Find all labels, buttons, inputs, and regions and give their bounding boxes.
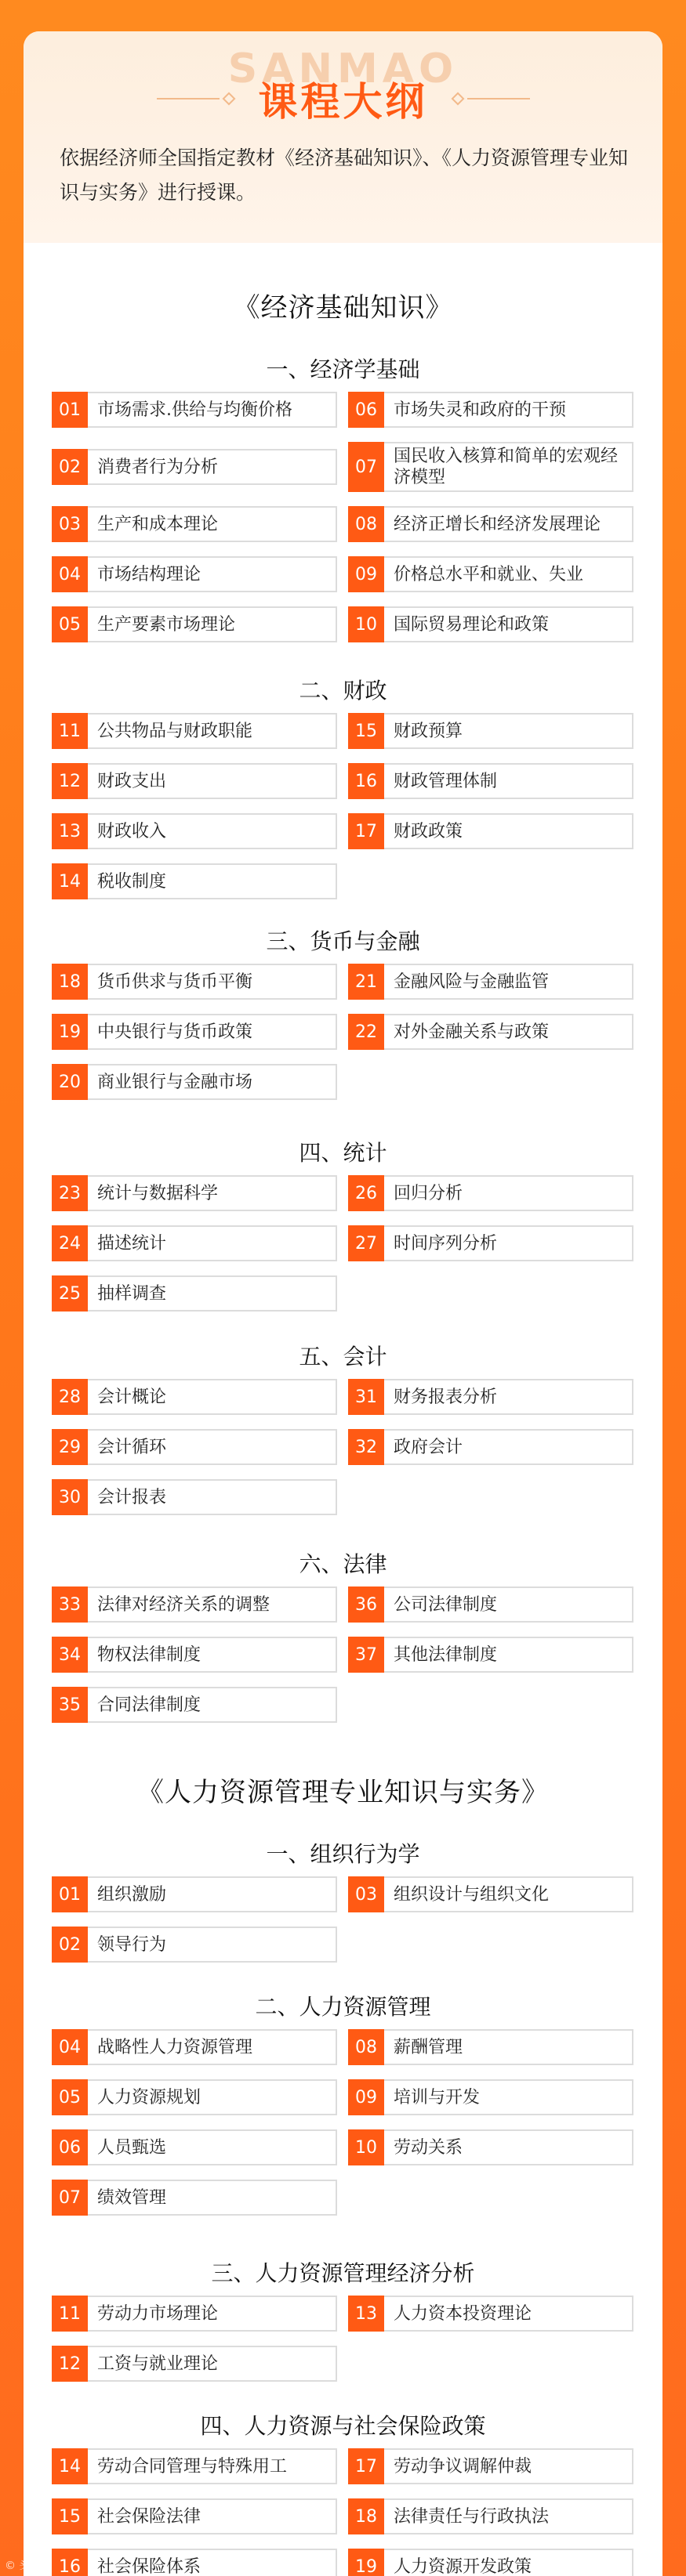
header [24, 31, 662, 243]
list-item [52, 1927, 337, 1963]
list-item [348, 1429, 633, 1465]
item-label: 财政预算 [394, 721, 463, 741]
item-label: 财政支出 [97, 771, 167, 791]
item-number: 33 [52, 1586, 88, 1623]
item-number: 07 [348, 442, 384, 492]
item-number: 14 [52, 2448, 88, 2484]
list-item [52, 1175, 337, 1211]
item-number: 01 [52, 392, 88, 428]
list-item [52, 763, 337, 799]
list-item [52, 2549, 337, 2576]
item-number: 23 [52, 1175, 88, 1211]
list-item [348, 2549, 633, 2576]
item-number: 26 [348, 1175, 384, 1211]
item-number: 28 [52, 1379, 88, 1415]
item-label: 回归分析 [394, 1183, 463, 1203]
item-number: 15 [348, 713, 384, 749]
item-number: 08 [348, 506, 384, 542]
item-number: 09 [348, 2079, 384, 2115]
item-label: 社会保险体系 [97, 2556, 201, 2576]
item-label: 抽样调查 [97, 1283, 167, 1304]
decor-right-icon [448, 94, 530, 103]
section-title: 四、统计 [299, 1140, 387, 1166]
list-item [52, 2029, 337, 2065]
list-item [348, 1175, 633, 1211]
item-number: 25 [52, 1275, 88, 1312]
item-number: 13 [52, 813, 88, 849]
list-item [52, 2129, 337, 2165]
item-number: 12 [52, 2346, 88, 2382]
list-item [348, 1876, 633, 1912]
item-label: 劳动合同管理与特殊用工 [97, 2456, 288, 2477]
list-item [348, 2448, 633, 2484]
item-number: 09 [348, 556, 384, 592]
item-label: 人力资源规划 [97, 2087, 201, 2107]
item-label: 财政管理体制 [394, 771, 498, 791]
list-item [348, 813, 633, 849]
section-title: 四、人力资源与社会保险政策 [200, 2413, 486, 2439]
item-number: 04 [52, 2029, 88, 2065]
item-label: 财政收入 [97, 821, 167, 841]
item-label: 人力资本投资理论 [394, 2303, 532, 2324]
item-number: 07 [52, 2180, 88, 2216]
list-item [52, 2498, 337, 2534]
item-number: 18 [348, 2498, 384, 2534]
section-title: 二、人力资源管理 [255, 1994, 431, 2020]
list-item [52, 1225, 337, 1261]
list-item [52, 1687, 337, 1723]
item-number: 08 [348, 2029, 384, 2065]
list-item [348, 1586, 633, 1623]
item-number: 30 [52, 1479, 88, 1515]
list-item [348, 556, 633, 592]
item-number: 36 [348, 1586, 384, 1623]
item-label: 生产和成本理论 [97, 514, 219, 534]
decor-left-icon [157, 94, 238, 103]
item-label: 国民收入核算和简单的宏观经济模型 [394, 447, 619, 487]
item-label: 金融风险与金融监管 [394, 971, 550, 992]
item-label: 会计循环 [97, 1437, 167, 1457]
item-label: 绩效管理 [97, 2187, 167, 2208]
item-number: 16 [348, 763, 384, 799]
list-item [348, 506, 633, 542]
list-item [348, 2129, 633, 2165]
item-label: 劳动争议调解仲裁 [394, 2456, 532, 2477]
list-item [52, 1014, 337, 1050]
list-item [52, 1275, 337, 1312]
list-item [348, 763, 633, 799]
item-label: 政府会计 [394, 1437, 463, 1457]
list-item [52, 1064, 337, 1100]
item-label: 工资与就业理论 [97, 2353, 219, 2374]
item-label: 合同法律制度 [97, 1695, 201, 1715]
item-label: 法律责任与行政执法 [394, 2506, 550, 2527]
list-item [52, 392, 337, 428]
list-item [52, 713, 337, 749]
list-item [348, 2498, 633, 2534]
item-number: 14 [52, 863, 88, 899]
page-title: 课程大纲 [258, 79, 428, 125]
list-item [52, 863, 337, 899]
item-label: 物权法律制度 [97, 1644, 201, 1665]
item-label: 社会保险法律 [97, 2506, 201, 2527]
item-number: 03 [348, 1876, 384, 1912]
item-number: 22 [348, 1014, 384, 1050]
item-number: 35 [52, 1687, 88, 1723]
item-label: 人员甄选 [97, 2137, 167, 2158]
section-title: 五、会计 [299, 1344, 387, 1369]
list-item [52, 449, 337, 485]
item-number: 29 [52, 1429, 88, 1465]
footer-watermark: © 头条号 [5, 2560, 53, 2572]
item-label: 会计概论 [97, 1387, 167, 1407]
item-label: 领导行为 [97, 1934, 167, 1955]
item-label: 战略性人力资源管理 [97, 2037, 253, 2057]
section-title: 六、法律 [299, 1551, 387, 1577]
item-label: 组织设计与组织文化 [394, 1884, 550, 1905]
list-item [348, 1379, 633, 1415]
item-number: 27 [348, 1225, 384, 1261]
title-row [24, 71, 662, 127]
item-number: 34 [52, 1637, 88, 1673]
item-label: 描述统计 [97, 1233, 167, 1254]
item-label: 培训与开发 [394, 2087, 481, 2107]
list-item [348, 713, 633, 749]
list-item [52, 2180, 337, 2216]
item-number: 19 [52, 1014, 88, 1050]
book-title: 《经济基础知识》 [233, 292, 453, 324]
item-label: 公共物品与财政职能 [97, 721, 253, 741]
item-number: 24 [52, 1225, 88, 1261]
section-title: 一、组织行为学 [266, 1841, 420, 1867]
item-number: 02 [52, 1927, 88, 1963]
list-item [348, 2296, 633, 2332]
list-item [52, 2296, 337, 2332]
item-number: 05 [52, 2079, 88, 2115]
item-label: 薪酬管理 [394, 2037, 463, 2057]
list-item [52, 1429, 337, 1465]
item-number: 32 [348, 1429, 384, 1465]
item-number: 16 [52, 2549, 88, 2576]
book-title: 《人力资源管理专业知识与实务》 [137, 1777, 549, 1808]
item-label: 中央银行与货币政策 [97, 1022, 253, 1042]
list-item [52, 2448, 337, 2484]
item-number: 10 [348, 2129, 384, 2165]
item-label: 货币供求与货币平衡 [97, 971, 253, 992]
list-item [52, 1479, 337, 1515]
item-label: 其他法律制度 [394, 1644, 498, 1665]
list-item [52, 964, 337, 1000]
list-item [348, 1014, 633, 1050]
list-item [348, 2029, 633, 2065]
item-number: 37 [348, 1637, 384, 1673]
item-number: 02 [52, 449, 88, 485]
item-label: 财政政策 [394, 821, 463, 841]
item-label: 市场结构理论 [97, 564, 201, 584]
item-number: 12 [52, 763, 88, 799]
section-title: 三、货币与金融 [266, 928, 420, 954]
intro-text: 依据经济师全国指定教材《经济基础知识》、《人力资源管理专业知识与实务》进行授课。 [60, 147, 629, 204]
list-item [348, 392, 633, 428]
item-number: 06 [348, 392, 384, 428]
item-label: 统计与数据科学 [97, 1183, 219, 1203]
list-item [348, 1225, 633, 1261]
section-title: 二、财政 [299, 678, 387, 704]
item-label: 公司法律制度 [394, 1594, 498, 1615]
item-label: 价格总水平和就业、失业 [394, 564, 584, 584]
list-item [52, 813, 337, 849]
item-label: 人力资源开发政策 [394, 2556, 532, 2576]
item-label: 生产要素市场理论 [97, 614, 236, 635]
item-number: 18 [52, 964, 88, 1000]
item-label: 经济正增长和经济发展理论 [394, 514, 601, 534]
item-number: 19 [348, 2549, 384, 2576]
item-label: 国际贸易理论和政策 [394, 614, 550, 635]
item-number: 06 [52, 2129, 88, 2165]
item-number: 17 [348, 2448, 384, 2484]
item-number: 20 [52, 1064, 88, 1100]
list-item [52, 2079, 337, 2115]
item-number: 10 [348, 606, 384, 642]
list-item [52, 2346, 337, 2382]
watermark-text: SANMAO [227, 45, 459, 92]
section-title: 一、经济学基础 [266, 356, 420, 382]
list-item [52, 1637, 337, 1673]
item-label: 时间序列分析 [394, 1233, 498, 1254]
list-item [52, 1586, 337, 1623]
item-label: 劳动力市场理论 [97, 2303, 219, 2324]
item-label: 税收制度 [97, 871, 167, 892]
item-number: 11 [52, 2296, 88, 2332]
item-label: 对外金融关系与政策 [394, 1022, 550, 1042]
item-label: 市场失灵和政府的干预 [394, 400, 567, 420]
item-label: 劳动关系 [394, 2137, 463, 2158]
item-label: 组织激励 [97, 1884, 167, 1905]
list-item [348, 442, 633, 492]
list-item [52, 1876, 337, 1912]
item-number: 01 [52, 1876, 88, 1912]
list-item [52, 506, 337, 542]
list-item [348, 964, 633, 1000]
item-number: 04 [52, 556, 88, 592]
list-item [348, 2079, 633, 2115]
item-number: 21 [348, 964, 384, 1000]
item-number: 13 [348, 2296, 384, 2332]
item-label: 会计报表 [97, 1487, 167, 1507]
list-item [52, 556, 337, 592]
section-title: 三、人力资源管理经济分析 [211, 2260, 475, 2286]
item-number: 17 [348, 813, 384, 849]
item-number: 05 [52, 606, 88, 642]
list-item [348, 606, 633, 642]
item-number: 03 [52, 506, 88, 542]
item-number: 11 [52, 713, 88, 749]
item-number: 15 [52, 2498, 88, 2534]
list-item [348, 1637, 633, 1673]
item-label: 消费者行为分析 [97, 457, 219, 477]
list-item [52, 606, 337, 642]
item-label: 商业银行与金融市场 [97, 1072, 253, 1092]
item-label: 财务报表分析 [394, 1387, 498, 1407]
list-item [52, 1379, 337, 1415]
item-label: 法律对经济关系的调整 [97, 1594, 270, 1615]
syllabus-card [24, 31, 662, 2576]
item-number: 31 [348, 1379, 384, 1415]
item-label: 市场需求.供给与均衡价格 [97, 400, 292, 420]
